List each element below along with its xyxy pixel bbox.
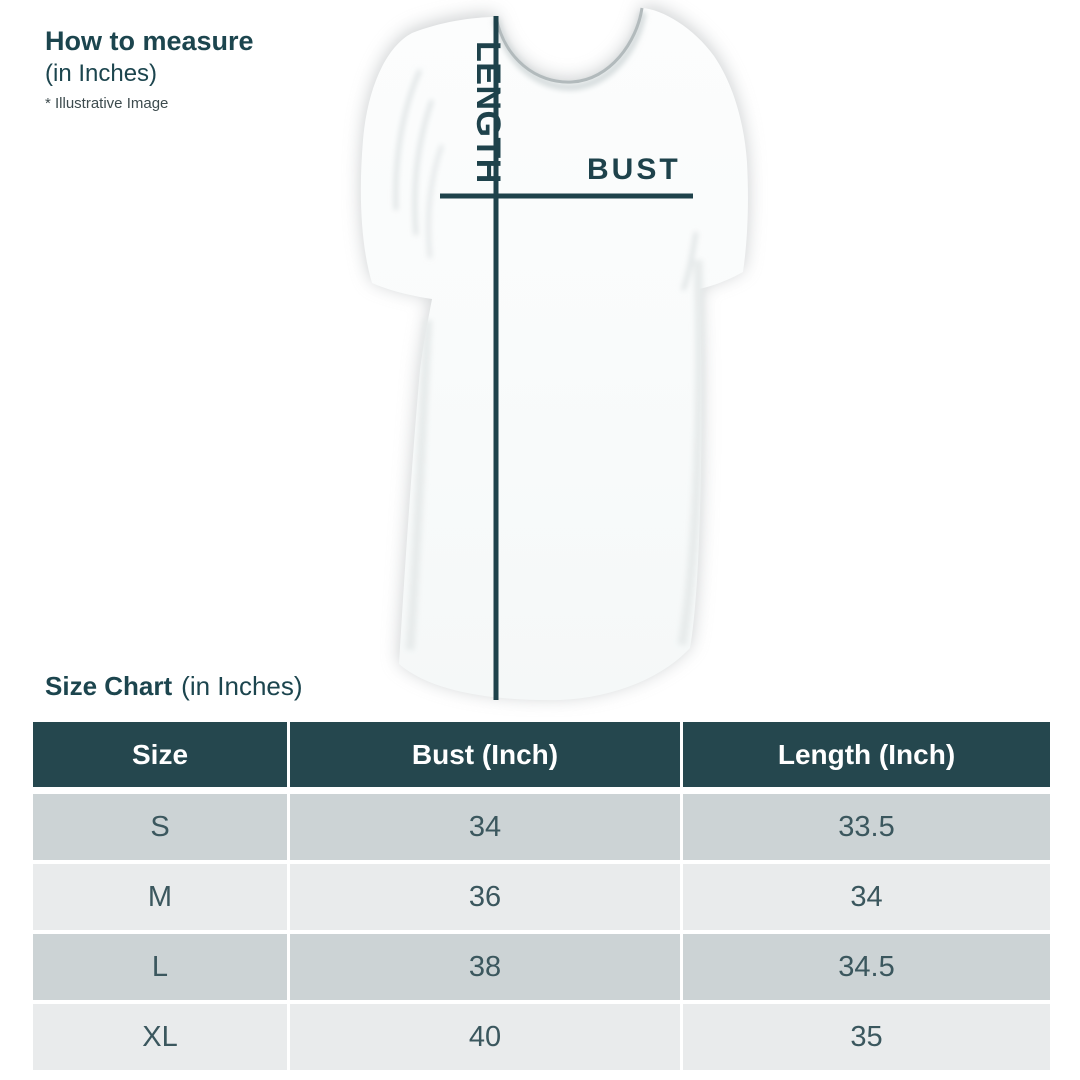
- col-header-bust: Bust (Inch): [290, 722, 680, 787]
- cell-length: 34: [683, 864, 1050, 930]
- size-chart-heading: [45, 671, 303, 702]
- cell-bust: 38: [290, 934, 680, 1000]
- size-chart-heading-suffix: (in Inches): [181, 671, 303, 701]
- bust-label: BUST: [587, 153, 681, 186]
- cell-size: S: [33, 794, 287, 860]
- cell-size: L: [33, 934, 287, 1000]
- page-subtitle: (in Inches): [45, 60, 158, 88]
- cell-length: 33.5: [683, 794, 1050, 860]
- cell-length: 35: [683, 1004, 1050, 1070]
- cell-bust: 34: [290, 794, 680, 860]
- size-chart-heading-main: Size Chart: [45, 671, 173, 701]
- cell-bust: 40: [290, 1004, 680, 1070]
- illustrative-note: * Illustrative Image: [45, 95, 169, 113]
- page-title: How to measure: [45, 26, 254, 56]
- table-header-row: [33, 722, 1050, 787]
- col-header-size: Size: [33, 722, 287, 787]
- cell-length: 34.5: [683, 934, 1050, 1000]
- col-header-length: Length (Inch): [683, 722, 1050, 787]
- cell-size: XL: [33, 1004, 287, 1070]
- size-chart-table: [33, 722, 1050, 1070]
- cell-size: M: [33, 864, 287, 930]
- intro-block: [45, 26, 254, 112]
- table-body: [33, 794, 1050, 1070]
- garment-illustration: [320, 0, 780, 720]
- cell-bust: 36: [290, 864, 680, 930]
- length-label: LENGTH: [469, 41, 507, 184]
